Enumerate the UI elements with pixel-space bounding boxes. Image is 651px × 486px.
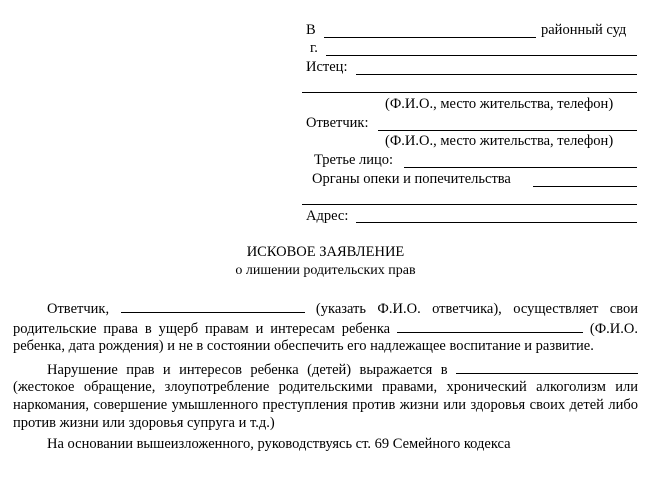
address-label: Адрес: xyxy=(306,208,349,224)
paragraph-3: На основании вышеизложенного, руководствуясь ст. 69 Семейного кодекса xyxy=(47,436,511,453)
defendant-blank xyxy=(378,130,637,131)
plaintiff-label: Истец: xyxy=(306,59,348,75)
child-name-blank xyxy=(397,319,583,333)
court-suffix: районный суд xyxy=(541,22,627,38)
third-party-blank xyxy=(404,167,637,168)
city-label: г. xyxy=(310,40,318,56)
defendant-hint: (Ф.И.О., место жительства, телефон) xyxy=(385,133,614,149)
plaintiff-blank xyxy=(356,74,637,75)
document-body xyxy=(13,299,638,458)
city-blank xyxy=(326,55,637,56)
guardianship-label: Органы опеки и попечительства xyxy=(312,171,511,187)
document-subtitle: о лишении родительских прав xyxy=(235,263,416,278)
guardianship-blank xyxy=(533,186,637,187)
defendant-name-blank xyxy=(121,299,305,313)
paragraph-2: Нарушение прав и интересов ребенка (детей) выражается в (жестокое обращение, злоупотребление родительскими правами, хронический алкоголизм или наркомания, совершение умышленного преступления против жизни или здоровья своих детей либо против жизни или здоровья супруга и т.д.) xyxy=(13,361,638,431)
third-party-label: Третье лицо: xyxy=(314,152,394,168)
court-name-blank xyxy=(324,37,536,38)
defendant-label: Ответчик: xyxy=(306,115,369,131)
court-prefix: В xyxy=(306,22,316,38)
document-title: ИСКОВОЕ ЗАЯВЛЕНИЕ xyxy=(246,244,405,260)
guardianship-blank-2 xyxy=(302,204,637,205)
address-blank xyxy=(356,222,637,223)
paragraph-1: Ответчик, (указать Ф.И.О. ответчика), осуществляет свои родительские права в ущерб правам и интересам ребенка (Ф.И.О. ребенка, дата рождения) и не в состоянии обеспечить его надлежащее воспитание и развитие. xyxy=(13,301,639,355)
plaintiff-hint: (Ф.И.О., место жительства, телефон) xyxy=(385,96,614,112)
violation-blank xyxy=(456,360,638,374)
plaintiff-blank-2 xyxy=(302,92,637,93)
